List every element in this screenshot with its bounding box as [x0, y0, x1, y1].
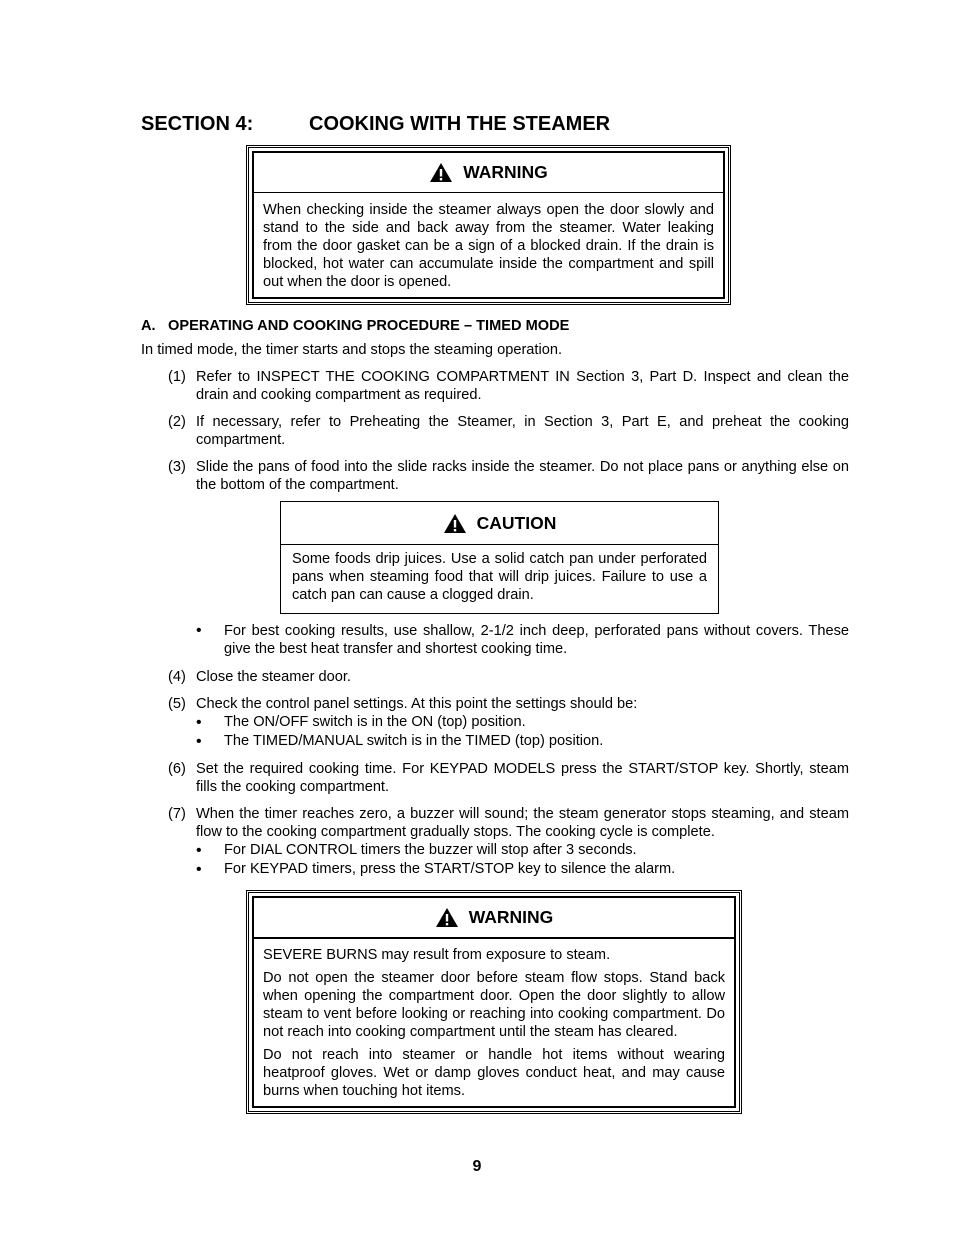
- bullet-icon: •: [196, 842, 202, 859]
- step-6: [168, 760, 849, 796]
- bullet-icon: •: [196, 622, 202, 639]
- caution-header: [281, 502, 718, 545]
- step-text: Set the required cooking time. For KEYPAD MODELS press the START/STOP key. Shortly, steam fills the cooking compartment.: [196, 761, 849, 795]
- bullet-text: For KEYPAD timers, press the START/STOP key to silence the alarm.: [224, 861, 676, 877]
- warning-header-2: [254, 898, 734, 939]
- section-heading: COOKING WITH THE STEAMER: [309, 113, 611, 135]
- bullet-text: The ON/OFF switch is in the ON (top) position.: [224, 714, 526, 730]
- section-number: SECTION 4:: [141, 113, 254, 135]
- step-7: [168, 805, 849, 879]
- subsection-letter: A.: [141, 318, 156, 334]
- step-3: [168, 458, 849, 494]
- caution-box: [280, 501, 719, 614]
- warning-label-1: WARNING: [463, 162, 548, 182]
- bullet-icon: •: [196, 714, 202, 731]
- intro-text: In timed mode, the timer starts and stops the steaming operation.: [141, 342, 563, 358]
- caution-label: CAUTION: [476, 512, 557, 533]
- bullet-icon: •: [196, 861, 202, 878]
- step-1: [168, 368, 849, 404]
- warning-box-1: [246, 145, 731, 305]
- step-number: (7): [168, 806, 186, 822]
- step-number: (2): [168, 414, 186, 430]
- page-number: 9: [472, 1158, 482, 1175]
- list-item: [196, 713, 849, 732]
- list-item: [196, 860, 849, 879]
- step-text: Check the control panel settings. At this point the settings should be:: [196, 696, 638, 712]
- tip-bullet: [168, 622, 849, 658]
- list-item: [196, 841, 849, 860]
- warning-text-1: [254, 193, 723, 291]
- step-number: (6): [168, 761, 186, 777]
- caution-paragraph: Some foods drip juices. Use a solid catch pan under perforated pans when steaming food that will drip juices. Failure to use a catch pan can cause a clogged drain.: [292, 551, 707, 603]
- step-4: [168, 668, 849, 686]
- warning-triangle-icon: [435, 907, 459, 928]
- step-2: [168, 413, 849, 449]
- warning-text-2: [254, 939, 734, 1100]
- warning-paragraph: When checking inside the steamer always open the door slowly and stand to the side and back away from the steamer. Water leaking from the door gasket can be a sign of a blocked drain. If the drain is blocked, hot water can accumulate inside the compartment and spill out when the door is opened.: [263, 202, 714, 290]
- warning-paragraph: Do not open the steamer door before steam flow stops. Stand back when opening the compartment door. Open the door slightly to allow steam to vent before looking or reaching into cooking compartment. Do not reach into cooking compartment until the steam has cleared.: [263, 970, 725, 1040]
- warning-header-1: [254, 153, 723, 193]
- warning-paragraph: SEVERE BURNS may result from exposure to steam.: [263, 947, 611, 963]
- bullet-text: For DIAL CONTROL timers the buzzer will stop after 3 seconds.: [224, 842, 637, 858]
- warning-label-2: WARNING: [468, 907, 554, 927]
- warning-paragraph: Do not reach into steamer or handle hot items without wearing heatproof gloves. Wet or damp gloves conduct heat, and may cause burns when touching hot items.: [263, 1047, 725, 1099]
- step-number: (4): [168, 669, 186, 685]
- subsection-heading: [141, 317, 569, 335]
- bullet-icon: •: [196, 733, 202, 750]
- section-title: [141, 112, 610, 136]
- list-item: [196, 732, 849, 751]
- bullet-text: The TIMED/MANUAL switch is in the TIMED (top) position.: [224, 733, 604, 749]
- warning-box-2: [246, 890, 742, 1114]
- step-text: Close the steamer door.: [196, 669, 351, 685]
- step-text: If necessary, refer to Preheating the Steamer, in Section 3, Part E, and preheat the cooking compartment.: [196, 414, 849, 448]
- subsection-title: OPERATING AND COOKING PROCEDURE – TIMED MODE: [168, 318, 570, 334]
- step-5: [168, 695, 849, 751]
- warning-triangle-icon: [429, 162, 453, 183]
- step-number: (5): [168, 696, 186, 712]
- step-number: (3): [168, 459, 186, 475]
- caution-text: [281, 545, 718, 604]
- step-text: Refer to INSPECT THE COOKING COMPARTMENT IN Section 3, Part D. Inspect and clean the drain and cooking compartment as required.: [196, 369, 849, 403]
- warning-triangle-icon: [443, 513, 467, 534]
- step-text: When the timer reaches zero, a buzzer will sound; the steam generator stops steaming, and steam flow to the cooking compartment gradually stops. The cooking cycle is complete.: [196, 806, 849, 840]
- step-number: (1): [168, 369, 186, 385]
- step-text: Slide the pans of food into the slide racks inside the steamer. Do not place pans or anything else on the bottom of the compartment.: [196, 459, 849, 493]
- bullet-text: For best cooking results, use shallow, 2-1/2 inch deep, perforated pans without covers. These give the best heat transfer and shortest cooking time.: [224, 623, 849, 657]
